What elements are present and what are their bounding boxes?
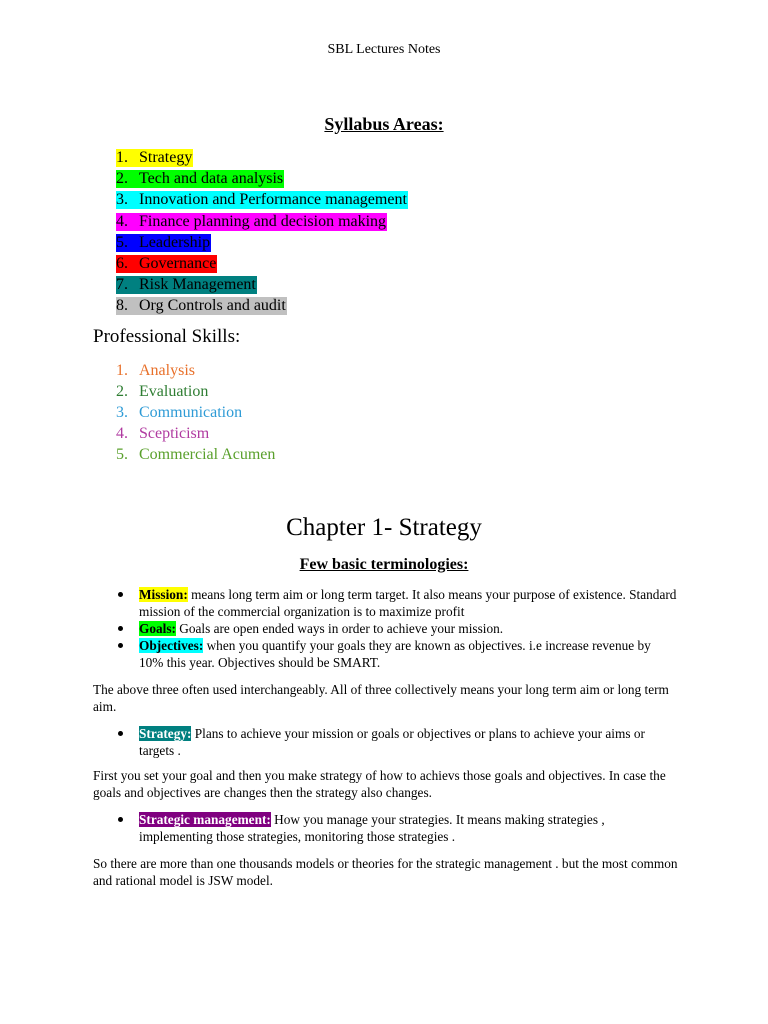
syllabus-item-label: Innovation and Performance management [139, 191, 407, 209]
syllabus-list [116, 147, 408, 317]
list-number: 1. [116, 362, 128, 379]
bullet-icon [118, 817, 123, 822]
bullet-icon [118, 731, 123, 736]
syllabus-item-highlight [116, 213, 387, 231]
term-definition: How you manage your strategies. It means making strategies , implementing those strategies, monitoring those strategies . [139, 812, 605, 844]
syllabus-item [116, 295, 408, 316]
syllabus-title: Syllabus Areas: [324, 114, 444, 134]
bullet-item [118, 637, 678, 671]
skill-label: Communication [139, 404, 243, 421]
chapter-title: Chapter 1- Strategy [286, 514, 482, 541]
list-number: 5. [116, 446, 128, 463]
list-number: 3. [116, 191, 128, 209]
syllabus-item-label: Risk Management [139, 276, 256, 294]
syllabus-item-highlight [116, 170, 284, 188]
skill-label: Commercial Acumen [139, 446, 276, 463]
term-definition: Plans to achieve your mission or goals or objectives or plans to achieve your aims or targets . [139, 726, 645, 758]
syllabus-item-highlight [116, 234, 211, 252]
bullet-icon [118, 592, 123, 597]
syllabus-item-highlight [116, 297, 287, 315]
list-number: 4. [116, 212, 128, 230]
syllabus-item-highlight [116, 255, 217, 273]
list-number: 2. [116, 383, 128, 400]
bullet-item [118, 586, 678, 620]
syllabus-item-highlight [116, 276, 257, 294]
syllabus-item [116, 168, 408, 189]
term-highlight: Strategic management: [139, 812, 271, 827]
terminology-bullets [118, 586, 678, 671]
syllabus-item-highlight [116, 191, 408, 209]
list-number: 3. [116, 404, 128, 421]
bullet-icon [118, 643, 123, 648]
strategic-management-bullet [118, 811, 678, 845]
list-number: 8. [116, 297, 128, 315]
syllabus-item [116, 253, 408, 274]
bullet-item [118, 620, 678, 637]
term-highlight: Strategy: [139, 726, 192, 741]
terminologies-title: Few basic terminologies: [299, 556, 469, 573]
syllabus-item-label: Tech and data analysis [139, 170, 284, 188]
term-definition: when you quantify your goals they are known as objectives. i.e increase revenue by 10% this year. Objectives should be SMART. [139, 638, 651, 670]
skill-label: Evaluation [139, 383, 209, 400]
syllabus-item-label: Org Controls and audit [139, 297, 286, 315]
term-definition: means long term aim or long term target. It also means your purpose of existence. Standard mission of the commercial organization is to maximize profit [139, 587, 677, 619]
paragraph: The above three often used interchangeably. All of three collectively means your long term aim or long term aim. [93, 682, 669, 714]
bullet-item [118, 811, 678, 845]
syllabus-item [116, 274, 408, 295]
paragraph: So there are more than one thousands models or theories for the strategic management . but the most common and rational model is JSW model. [93, 856, 678, 888]
strategy-bullet [118, 725, 678, 759]
list-number: 6. [116, 254, 128, 272]
syllabus-item-label: Leadership [139, 233, 211, 251]
term-highlight: Objectives: [139, 638, 204, 653]
professional-skills-title: Professional Skills: [93, 326, 241, 347]
bullet-icon [118, 626, 123, 631]
skill-item [116, 423, 275, 444]
term-highlight: Goals: [139, 621, 176, 636]
term-definition: Goals are open ended ways in order to achieve your mission. [175, 621, 504, 636]
skill-item [116, 444, 275, 465]
syllabus-item [116, 211, 408, 232]
skill-item [116, 381, 275, 402]
syllabus-item-label: Strategy [139, 149, 193, 166]
skill-label: Analysis [139, 362, 195, 379]
page-header: SBL Lectures Notes [327, 42, 441, 57]
syllabus-item-label: Finance planning and decision making [139, 212, 387, 230]
list-number: 4. [116, 425, 128, 442]
skill-item [116, 360, 275, 381]
skill-item [116, 402, 275, 423]
list-number: 2. [116, 170, 128, 188]
syllabus-item [116, 147, 408, 168]
professional-skills-list [116, 360, 275, 465]
bullet-item [118, 725, 678, 759]
list-number: 5. [116, 233, 128, 251]
syllabus-item-highlight [116, 149, 193, 167]
syllabus-item [116, 232, 408, 253]
list-number: 1. [116, 149, 128, 166]
syllabus-item [116, 189, 408, 210]
list-number: 7. [116, 276, 128, 294]
skill-label: Scepticism [139, 425, 210, 442]
paragraph: First you set your goal and then you make strategy of how to achievs those goals and objectives. In case the goals and objectives are changes then the strategy also changes. [93, 768, 666, 800]
syllabus-item-label: Governance [139, 254, 217, 272]
term-highlight: Mission: [139, 587, 188, 602]
